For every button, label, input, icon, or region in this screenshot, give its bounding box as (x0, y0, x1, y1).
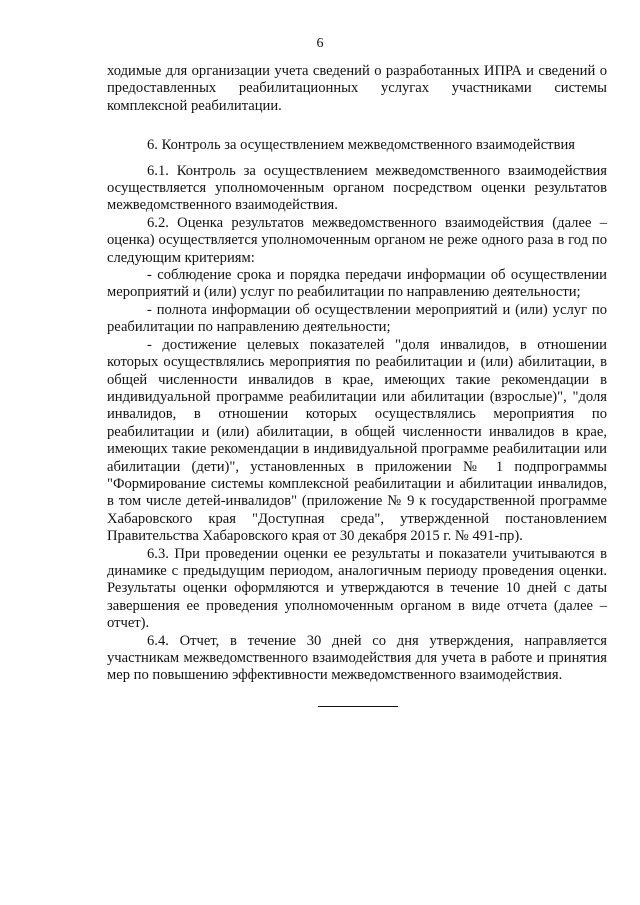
document-body (107, 63, 607, 685)
paragraph-6-4: 6.4. Отчет, в течение 30 дней со дня утверждения, направляется участникам межведомственного взаимодействия для учета в работе и принятия мер по повышению эффективности межведомственного взаимодействия. (107, 632, 607, 684)
criterion-item: - соблюдение срока и порядка передачи информации об осуществлении мероприятий и (или) услуг по реабилитации по направлению деятельности; (107, 267, 607, 301)
paragraph-6-2: 6.2. Оценка результатов межведомственного взаимодействия (далее – оценка) осуществляется уполномоченным органом не реже одного раза в год по следующим критериям: (107, 214, 607, 266)
criterion-item: - достижение целевых показателей "доля инвалидов, в отношении которых осуществлялись мероприятия по реабилитации и (или) абилитации, в общей численности инвалидов в крае, имеющих такие рекомендации в индивидуальной программе реабилитации или абилитации (взрослые)", "доля инвалидов, в отношении которых осуществлялись мероприятия по реабилитации и (или) абилитации, в общей численности инвалидов в крае, имеющих такие рекомендации в индивидуальной программе реабилитации или абилитации (дети)", установленных в приложении № 1 подпрограммы "Формирование системы комплексной реабилитации и абилитации инвалидов, в том числе детей-инвалидов" (приложение № 9 к государственной программе Хабаровского края "Доступная среда", утвержденной постановлением Правительства Хабаровского края от 30 декабря 2015 г. № 491-пр). (107, 336, 607, 545)
criterion-item: - полнота информации об осуществлении мероприятий и (или) услуг по реабилитации по направлению деятельности; (107, 301, 607, 336)
section-title: 6. Контроль за осуществлением межведомственного взаимодействия (147, 137, 575, 154)
paragraph-6-3: 6.3. При проведении оценки ее результаты и показатели учитываются в динамике с предыдущим периодом, аналогичным периоду проведения оценки. Результаты оценки оформляются и утверждаются в течение 10 дней с даты завершения ее проведения уполномоченным органом в виде отчета (далее – отчет). (107, 545, 607, 632)
paragraph-6-1: 6.1. Контроль за осуществлением межведомственного взаимодействия осуществляется уполномоченным органом посредством оценки результатов межведомственного взаимодействия. (107, 162, 607, 214)
page-number: 6 (316, 36, 324, 51)
continuation-paragraph: ходимые для организации учета сведений о разработанных ИПРА и сведений о предоставленных реабилитационных услугах участниками системы комплексной реабилитации. (107, 63, 607, 114)
end-divider-line (318, 706, 398, 707)
